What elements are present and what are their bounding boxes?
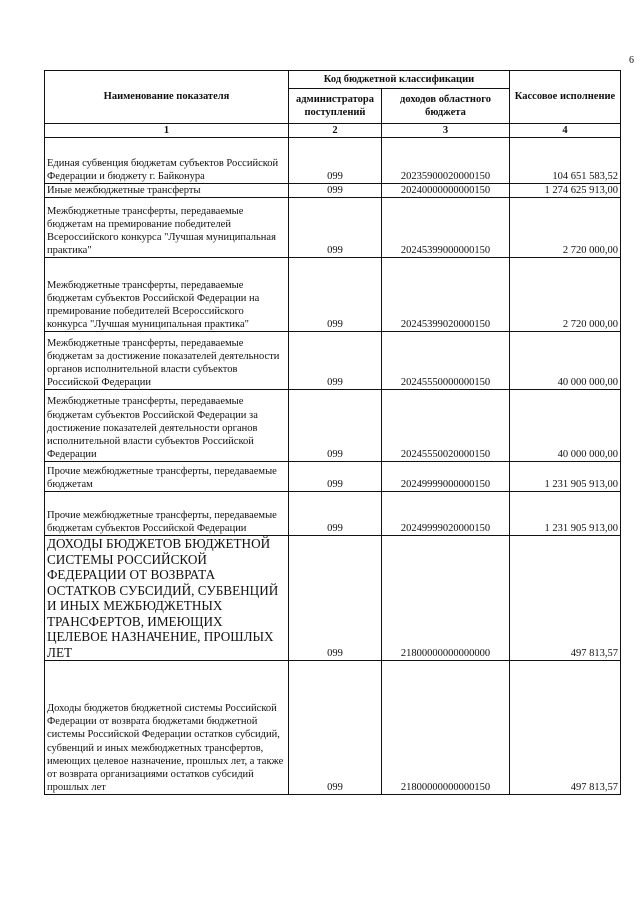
- classification-code: 20245550020000150: [382, 390, 510, 462]
- indicator-name: Межбюджетные трансферты, передаваемые бюджетам за достижение показателей деятельности органов исполнительной власти субъектов Российской Федерации: [45, 332, 289, 390]
- administrator-code: 099: [289, 492, 382, 536]
- administrator-code: 099: [289, 138, 382, 184]
- administrator-code: 099: [289, 332, 382, 390]
- table-row: [45, 492, 621, 536]
- cash-execution-amount: 1 231 905 913,00: [510, 462, 621, 492]
- table-row: [45, 332, 621, 390]
- table-row: [45, 462, 621, 492]
- classification-code: 21800000000000150: [382, 661, 510, 795]
- column-number: 2: [289, 124, 382, 138]
- cash-execution-amount: 497 813,57: [510, 661, 621, 795]
- indicator-name: Межбюджетные трансферты, передаваемые бюджетам на премирование победителей Всероссийского конкурса "Лучшая муниципальная практика": [45, 198, 289, 258]
- cash-execution-amount: 104 651 583,52: [510, 138, 621, 184]
- classification-code: 20249999020000150: [382, 492, 510, 536]
- indicator-name: Межбюджетные трансферты, передаваемые бюджетам субъектов Российской Федерации за достижение показателей деятельности органов исполнительной власти субъектов Российской Федерации: [45, 390, 289, 462]
- table-row: [45, 536, 621, 661]
- table-row: [45, 198, 621, 258]
- column-number: 4: [510, 124, 621, 138]
- budget-execution-table: [44, 70, 621, 795]
- classification-code: 20245399020000150: [382, 258, 510, 332]
- indicator-name: ДОХОДЫ БЮДЖЕТОВ БЮДЖЕТНОЙ СИСТЕМЫ РОССИЙСКОЙ ФЕДЕРАЦИИ ОТ ВОЗВРАТА ОСТАТКОВ СУБСИДИЙ, СУБВЕНЦИЙ И ИНЫХ МЕЖБЮДЖЕТНЫХ ТРАНСФЕРТОВ, ИМЕЮЩИХ ЦЕЛЕВОЕ НАЗНАЧЕНИЕ, ПРОШЛЫХ ЛЕТ: [45, 536, 289, 661]
- header-classification-code: Код бюджетной классификации: [289, 71, 510, 89]
- table-row: [45, 184, 621, 198]
- header-indicator-name: Наименование показателя: [45, 71, 289, 124]
- cash-execution-amount: 1 231 905 913,00: [510, 492, 621, 536]
- page-number: 6: [629, 55, 634, 66]
- header-administrator: администратора поступлений: [289, 89, 382, 124]
- administrator-code: 099: [289, 184, 382, 198]
- header-cash-execution: Кассовое исполнение: [510, 71, 621, 124]
- cash-execution-amount: 2 720 000,00: [510, 198, 621, 258]
- table-row: [45, 258, 621, 332]
- administrator-code: 099: [289, 536, 382, 661]
- indicator-name: Межбюджетные трансферты, передаваемые бюджетам субъектов Российской Федерации на премирование победителей Всероссийского конкурса "Лучшая муниципальная практика": [45, 258, 289, 332]
- classification-code: 20245550000000150: [382, 332, 510, 390]
- administrator-code: 099: [289, 198, 382, 258]
- cash-execution-amount: 40 000 000,00: [510, 332, 621, 390]
- column-number: 3: [382, 124, 510, 138]
- cash-execution-amount: 1 274 625 913,00: [510, 184, 621, 198]
- indicator-name: Единая субвенция бюджетам субъектов Российской Федерации и бюджету г. Байконура: [45, 138, 289, 184]
- classification-code: 21800000000000000: [382, 536, 510, 661]
- cash-execution-amount: 497 813,57: [510, 536, 621, 661]
- indicator-name: Прочие межбюджетные трансферты, передаваемые бюджетам субъектов Российской Федерации: [45, 492, 289, 536]
- classification-code: 20240000000000150: [382, 184, 510, 198]
- cash-execution-amount: 40 000 000,00: [510, 390, 621, 462]
- header-regional-income: доходов областного бюджета: [382, 89, 510, 124]
- administrator-code: 099: [289, 661, 382, 795]
- classification-code: 20235900020000150: [382, 138, 510, 184]
- indicator-name: Иные межбюджетные трансферты: [45, 184, 289, 198]
- column-number: 1: [45, 124, 289, 138]
- classification-code: 20249999000000150: [382, 462, 510, 492]
- classification-code: 20245399000000150: [382, 198, 510, 258]
- cash-execution-amount: 2 720 000,00: [510, 258, 621, 332]
- table-row: [45, 390, 621, 462]
- administrator-code: 099: [289, 462, 382, 492]
- indicator-name: Прочие межбюджетные трансферты, передаваемые бюджетам: [45, 462, 289, 492]
- administrator-code: 099: [289, 258, 382, 332]
- table-row: [45, 661, 621, 795]
- indicator-name: Доходы бюджетов бюджетной системы Российской Федерации от возврата бюджетами бюджетной системы Российской Федерации остатков субсидий, субвенций и иных межбюджетных трансфертов, имеющих целевое назначение, прошлых лет, а также от возврата организациями остатков субсидий прошлых лет: [45, 661, 289, 795]
- table-row: [45, 138, 621, 184]
- administrator-code: 099: [289, 390, 382, 462]
